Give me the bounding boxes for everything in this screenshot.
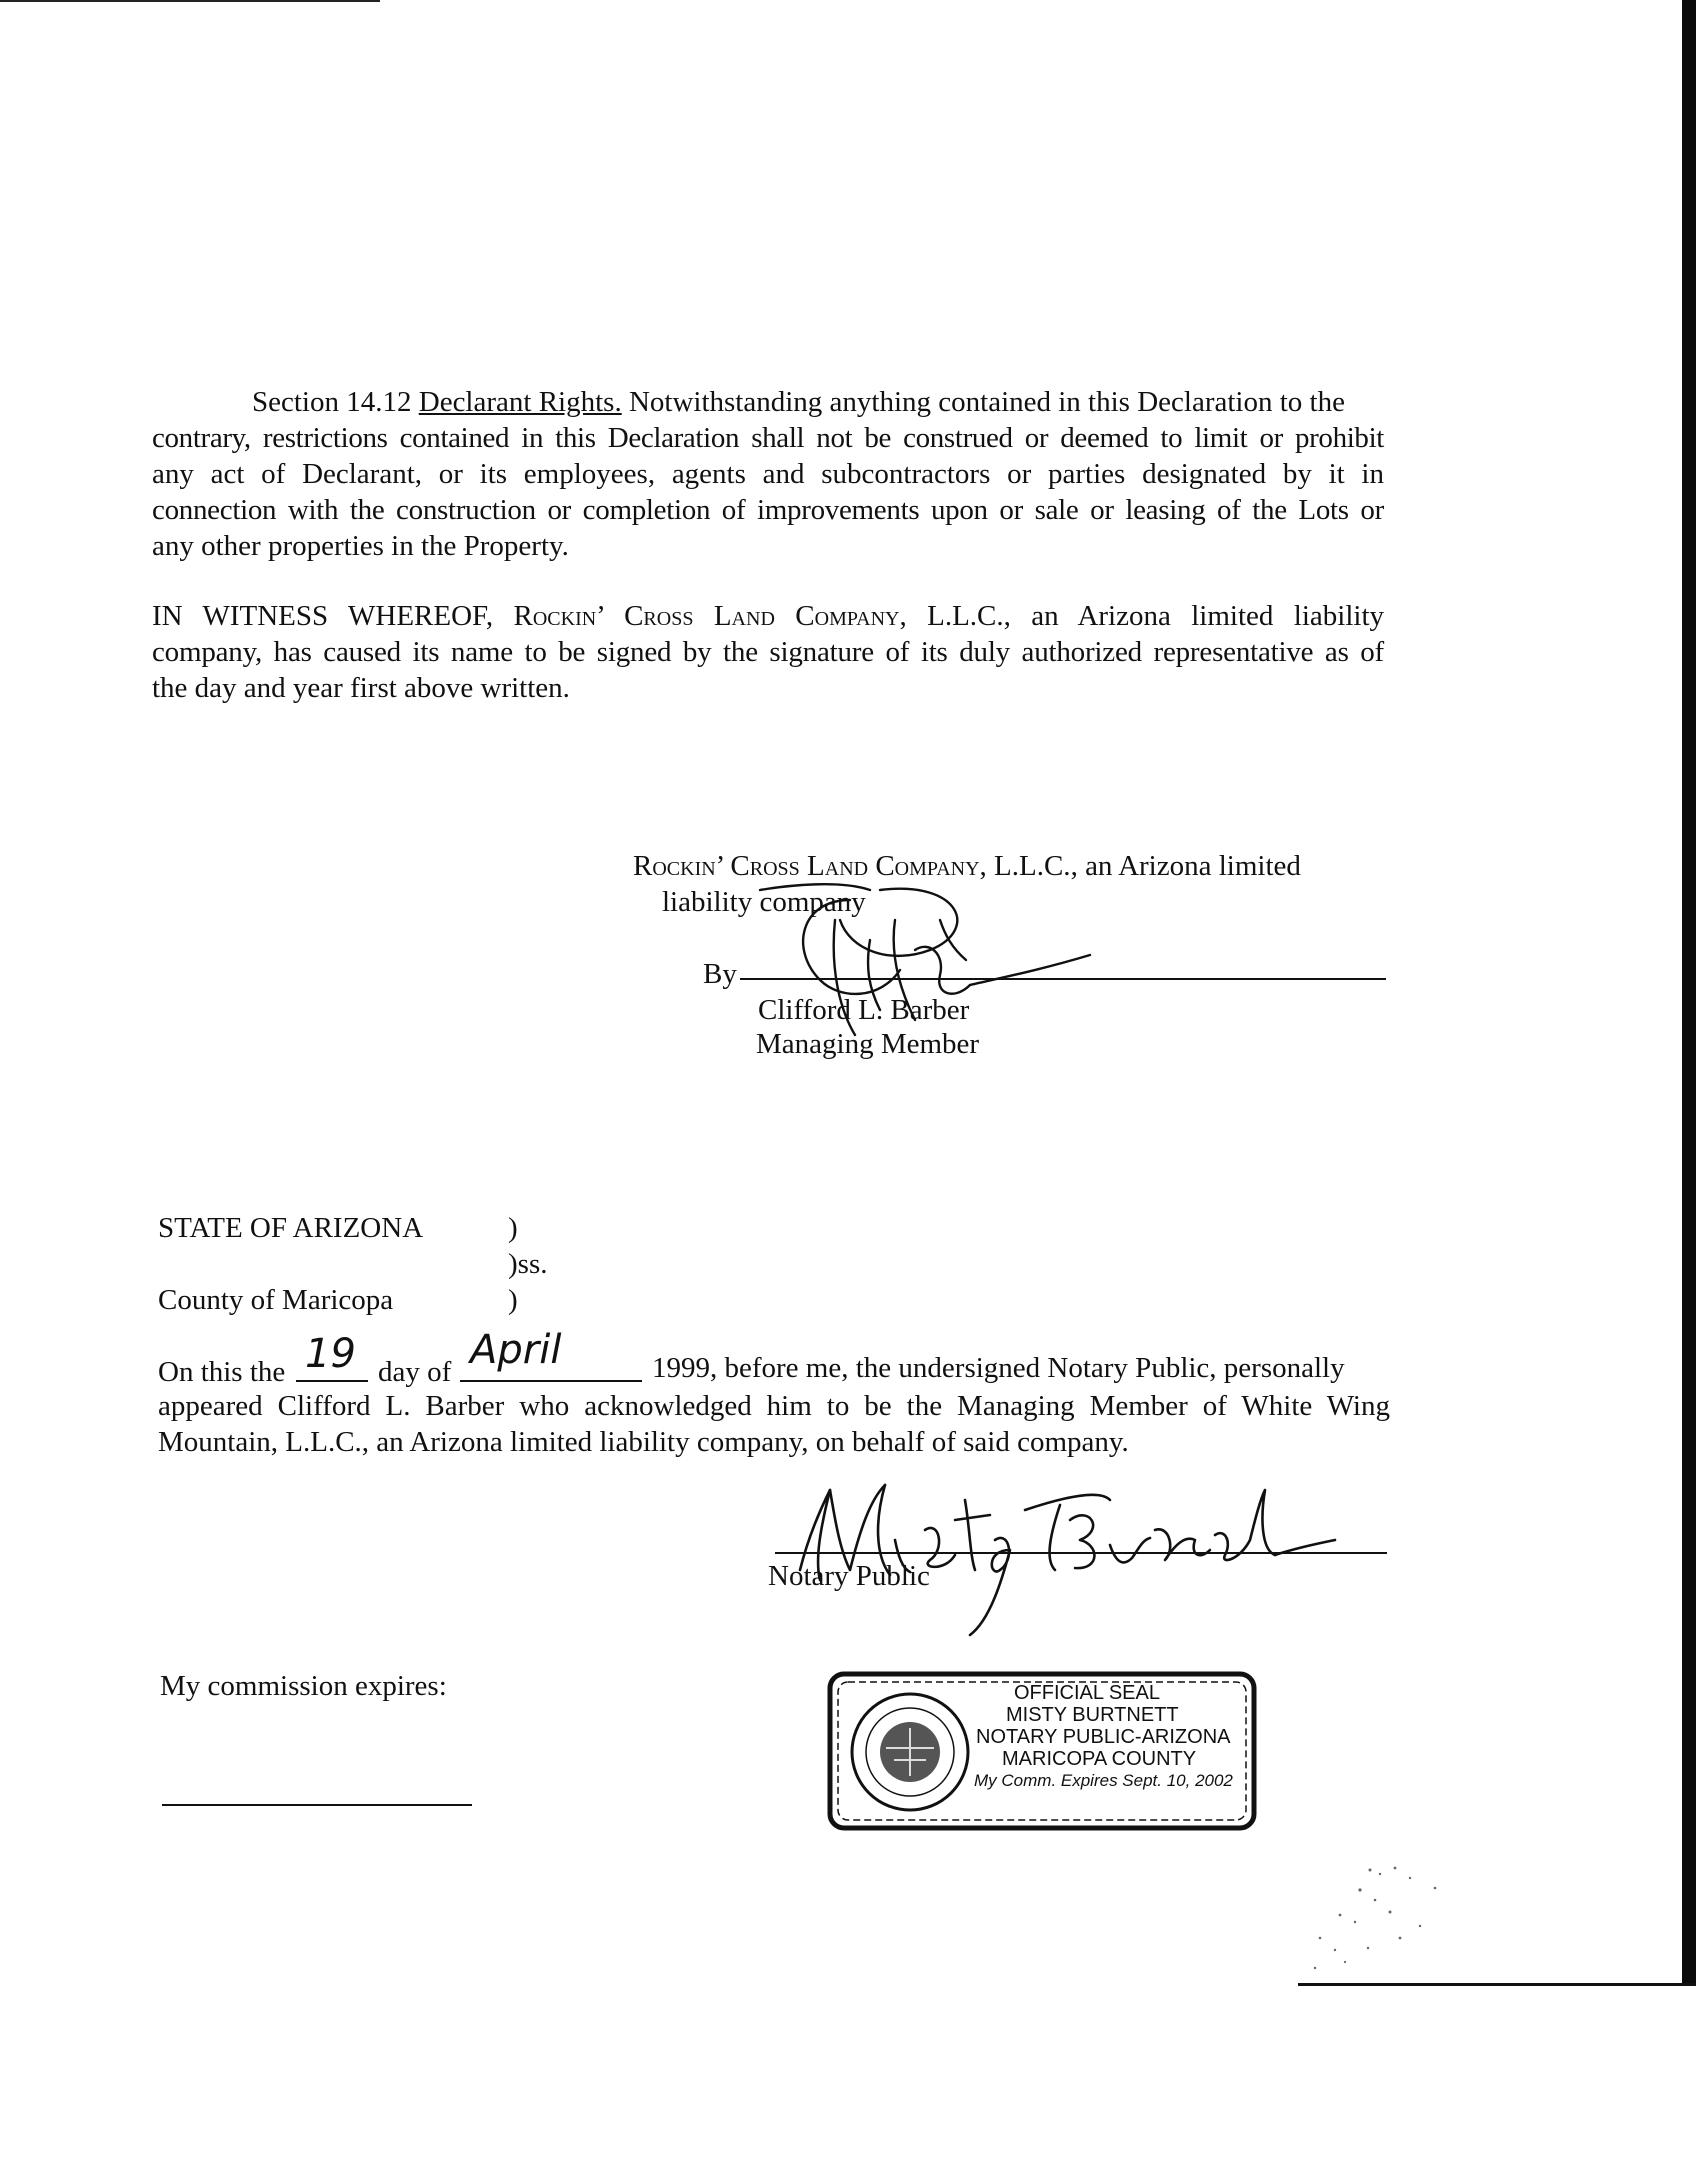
witness-suffix: , an Arizona limited liability <box>1003 600 1385 632</box>
notary-signature <box>770 1460 1350 1640</box>
day-blank <box>296 1380 368 1382</box>
official-seal-stamp <box>824 1668 1260 1834</box>
seal-line-5: My Comm. Expires Sept. 10, 2002 <box>974 1771 1233 1790</box>
bottom-scan-rule <box>1298 1983 1696 1986</box>
section-first-line <box>252 384 1345 420</box>
commission-label: My commission expires: <box>160 1670 447 1702</box>
section-line-2: contrary, restrictions contained in this Declaration shall not be construed or deemed to limit or prohibit <box>152 422 1384 454</box>
section-line-4: connection with the construction or completion of improvements upon or sale or leasing of the Lots or <box>152 494 1384 526</box>
month-handwritten: April <box>470 1327 562 1373</box>
signature-company: Rockin’ Cross Land Company, L.L.C. <box>633 850 1071 882</box>
section-number: Section 14.12 <box>252 386 412 418</box>
seal-line-4: MARICOPA COUNTY <box>1002 1748 1197 1770</box>
seal-line-2: MISTY BURTNETT <box>1006 1704 1179 1726</box>
signature-company-suffix: , an Arizona limited <box>1070 850 1301 882</box>
acknowledgement-line-3: Mountain, L.L.C., an Arizona limited liability company, on behalf of said company. <box>158 1426 1129 1458</box>
ss-mark: )ss. <box>508 1248 548 1280</box>
notary-signature-line <box>775 1552 1387 1554</box>
seal-line-1: OFFICIAL SEAL <box>1014 1682 1160 1704</box>
paren-2: ) <box>508 1284 518 1316</box>
witness-line-3: the day and year first above written. <box>152 672 570 704</box>
top-scan-rule <box>0 0 380 2</box>
barber-signature <box>730 860 1110 1040</box>
witness-line-2: company, has caused its name to be signed by the signature of its duly authorized representative as of <box>152 636 1384 668</box>
month-blank <box>460 1380 642 1382</box>
section-line-5: any other properties in the Property. <box>152 530 569 562</box>
witness-opening: IN WITNESS WHEREOF, <box>152 600 494 632</box>
state-label: STATE OF ARIZONA <box>158 1212 424 1244</box>
witness-company: Rockin’ Cross Land Company, L.L.C. <box>513 600 1004 632</box>
signer-name: Clifford L. Barber <box>758 994 970 1026</box>
section-line-1: Notwithstanding anything contained in this Declaration to the <box>628 386 1345 418</box>
scan-edge-shadow <box>1682 0 1696 1985</box>
day-handwritten: 19 <box>305 1331 356 1377</box>
seal-line-3: NOTARY PUBLIC-ARIZONA <box>976 1726 1231 1748</box>
signer-title: Managing Member <box>756 1028 980 1060</box>
on-this-label: On this the <box>158 1356 286 1388</box>
signature-company-line-2: liability company <box>662 886 866 918</box>
section-heading: Declarant Rights. <box>418 386 622 418</box>
by-label: By <box>703 958 737 990</box>
day-of-label: day of <box>378 1356 452 1388</box>
year-text: 1999, before me, the undersigned Notary Public, personally <box>652 1352 1345 1384</box>
paren-1: ) <box>508 1212 518 1244</box>
county-label: County of Maricopa <box>158 1284 394 1316</box>
section-line-3: any act of Declarant, or its employees, agents and subcontractors or parties designated by it in <box>152 458 1384 490</box>
acknowledgement-line-2: appeared Clifford L. Barber who acknowledged him to be the Managing Member of White Wing <box>158 1390 1390 1422</box>
witness-line-1 <box>152 598 1384 634</box>
scan-noise <box>1300 1860 1480 1980</box>
notary-public-label: Notary Public <box>768 1560 930 1592</box>
commission-blank <box>162 1804 472 1806</box>
